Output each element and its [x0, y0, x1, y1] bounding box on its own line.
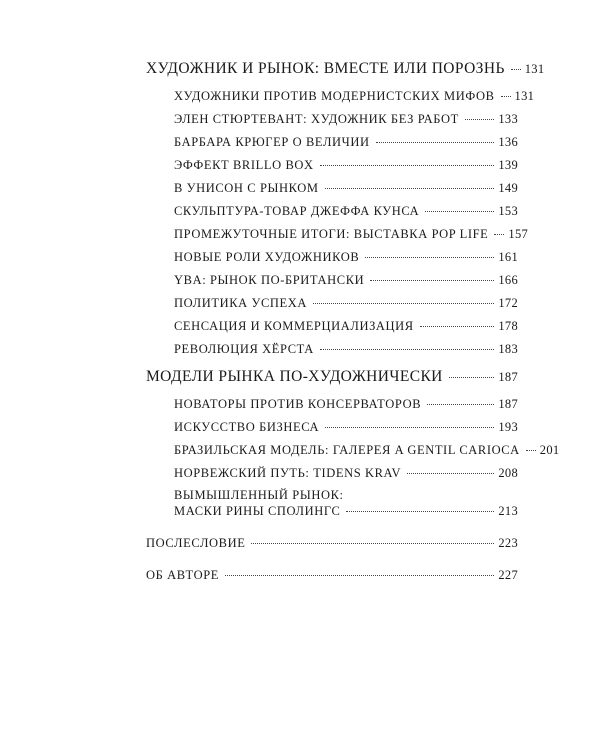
toc-page-number: 183 [498, 342, 518, 356]
toc-chapter-title: ХУДОЖНИК И РЫНОК: ВМЕСТЕ ИЛИ ПОРОЗНЬ [146, 60, 505, 77]
toc-page-number: 227 [498, 568, 518, 582]
toc-entry[interactable] [174, 181, 518, 196]
toc-chapter-1[interactable] [146, 60, 545, 78]
toc-entry[interactable] [174, 204, 518, 219]
toc-page-number: 172 [498, 296, 518, 310]
toc-entry-title: НОВАТОРЫ ПРОТИВ КОНСЕРВАТОРОВ [174, 397, 422, 411]
toc-entry-title: ПОЛИТИКА УСПЕХА [174, 296, 307, 310]
dot-leader [465, 119, 495, 120]
dot-leader [370, 280, 494, 281]
toc-page-number: 178 [498, 319, 518, 333]
toc-entry-title: РЕВОЛЮЦИЯ ХЁРСТА [174, 342, 314, 356]
toc-chapter-title: МОДЕЛИ РЫНКА ПО-ХУДОЖНИЧЕСКИ [146, 368, 443, 385]
toc-entry-title: В УНИСОН С РЫНКОМ [174, 181, 319, 195]
toc-entry-title: ХУДОЖНИКИ ПРОТИВ МОДЕРНИСТСКИХ МИФОВ [174, 89, 495, 103]
toc-page-number: 136 [498, 135, 518, 149]
toc-entry-title: YBA: РЫНОК ПО-БРИТАНСКИ [174, 273, 365, 287]
toc-entry-title: ИСКУССТВО БИЗНЕСА [174, 420, 320, 434]
dot-leader [313, 303, 494, 304]
dot-leader [365, 257, 494, 258]
toc-page-number: 133 [498, 112, 518, 126]
dot-leader [449, 377, 495, 378]
dot-leader [420, 326, 495, 327]
toc-page-number: 157 [508, 227, 529, 241]
dot-leader [325, 188, 495, 189]
toc-entry[interactable] [174, 112, 518, 127]
toc-entry[interactable] [174, 273, 518, 288]
dot-leader [225, 575, 494, 576]
dot-leader [425, 211, 494, 212]
toc-entry-title: МАСКИ РИНЫ СПОЛИНГС [174, 504, 341, 518]
toc-page-number: 149 [498, 181, 518, 195]
dot-leader [320, 165, 495, 166]
toc-page-number: 166 [498, 273, 518, 287]
toc-page-number: 161 [498, 250, 518, 264]
toc-page-number: 201 [539, 443, 560, 457]
toc-page-number: 131 [524, 62, 545, 76]
toc-entry-title: ОБ АВТОРЕ [146, 568, 220, 582]
dot-leader [346, 511, 494, 512]
toc-entry-title-line-1[interactable]: ВЫМЫШЛЕННЫЙ РЫНОК: [174, 488, 344, 502]
toc-entry[interactable] [174, 135, 518, 150]
toc-entry-title: ПОСЛЕСЛОВИЕ [146, 536, 246, 550]
dot-leader [376, 142, 495, 143]
toc-about-author[interactable] [146, 568, 518, 583]
toc-page-number: 208 [498, 466, 518, 480]
dot-leader [526, 450, 536, 451]
toc-entry-title: ПРОМЕЖУТОЧНЫЕ ИТОГИ: ВЫСТАВКА POP LIFE [174, 227, 489, 241]
dot-leader [511, 69, 521, 70]
toc-entry[interactable] [174, 466, 518, 481]
dot-leader [427, 404, 494, 405]
toc-entry-title: БАРБАРА КРЮГЕР О ВЕЛИЧИИ [174, 135, 370, 149]
toc-entry[interactable] [174, 296, 518, 311]
toc-page-number: 131 [514, 89, 535, 103]
toc-entry[interactable] [174, 504, 518, 519]
toc-entry[interactable] [174, 158, 518, 173]
toc-entry-title: НОРВЕЖСКИЙ ПУТЬ: TIDENS KRAV [174, 466, 402, 480]
dot-leader [501, 96, 511, 97]
toc-entry[interactable] [174, 443, 560, 458]
toc-chapter-2[interactable] [146, 368, 518, 386]
toc-entry-title: НОВЫЕ РОЛИ ХУДОЖНИКОВ [174, 250, 360, 264]
toc-entry-title: СКУЛЬПТУРА-ТОВАР ДЖЕФФА КУНСА [174, 204, 420, 218]
toc-entry-title: ЭФФЕКТ BRILLO BOX [174, 158, 314, 172]
toc-entry-title: ЭЛЕН СТЮРТЕВАНТ: ХУДОЖНИК БЕЗ РАБОТ [174, 112, 459, 126]
toc-entry[interactable] [174, 227, 529, 242]
toc-page-number: 223 [498, 536, 518, 550]
toc-page-number: 187 [498, 397, 518, 411]
dot-leader [325, 427, 494, 428]
toc-afterword[interactable] [146, 536, 518, 551]
toc-page-number: 193 [498, 420, 518, 434]
toc-entry[interactable] [174, 319, 518, 334]
toc-entry[interactable] [174, 89, 535, 104]
toc-entry[interactable] [174, 250, 518, 265]
toc-entry-title: БРАЗИЛЬСКАЯ МОДЕЛЬ: ГАЛЕРЕЯ A GENTIL CARIOCA [174, 443, 520, 457]
dot-leader [407, 473, 494, 474]
dot-leader [494, 234, 504, 235]
dot-leader [251, 543, 494, 544]
toc-page-number: 187 [498, 370, 518, 384]
toc-page-number: 139 [498, 158, 518, 172]
toc-page-number: 213 [498, 504, 518, 518]
toc-entry[interactable] [174, 420, 518, 435]
toc-entry[interactable] [174, 342, 518, 357]
toc-entry-title: СЕНСАЦИЯ И КОММЕРЦИАЛИЗАЦИЯ [174, 319, 414, 333]
toc-page-number: 153 [498, 204, 518, 218]
toc-entry[interactable] [174, 397, 518, 412]
dot-leader [320, 349, 494, 350]
